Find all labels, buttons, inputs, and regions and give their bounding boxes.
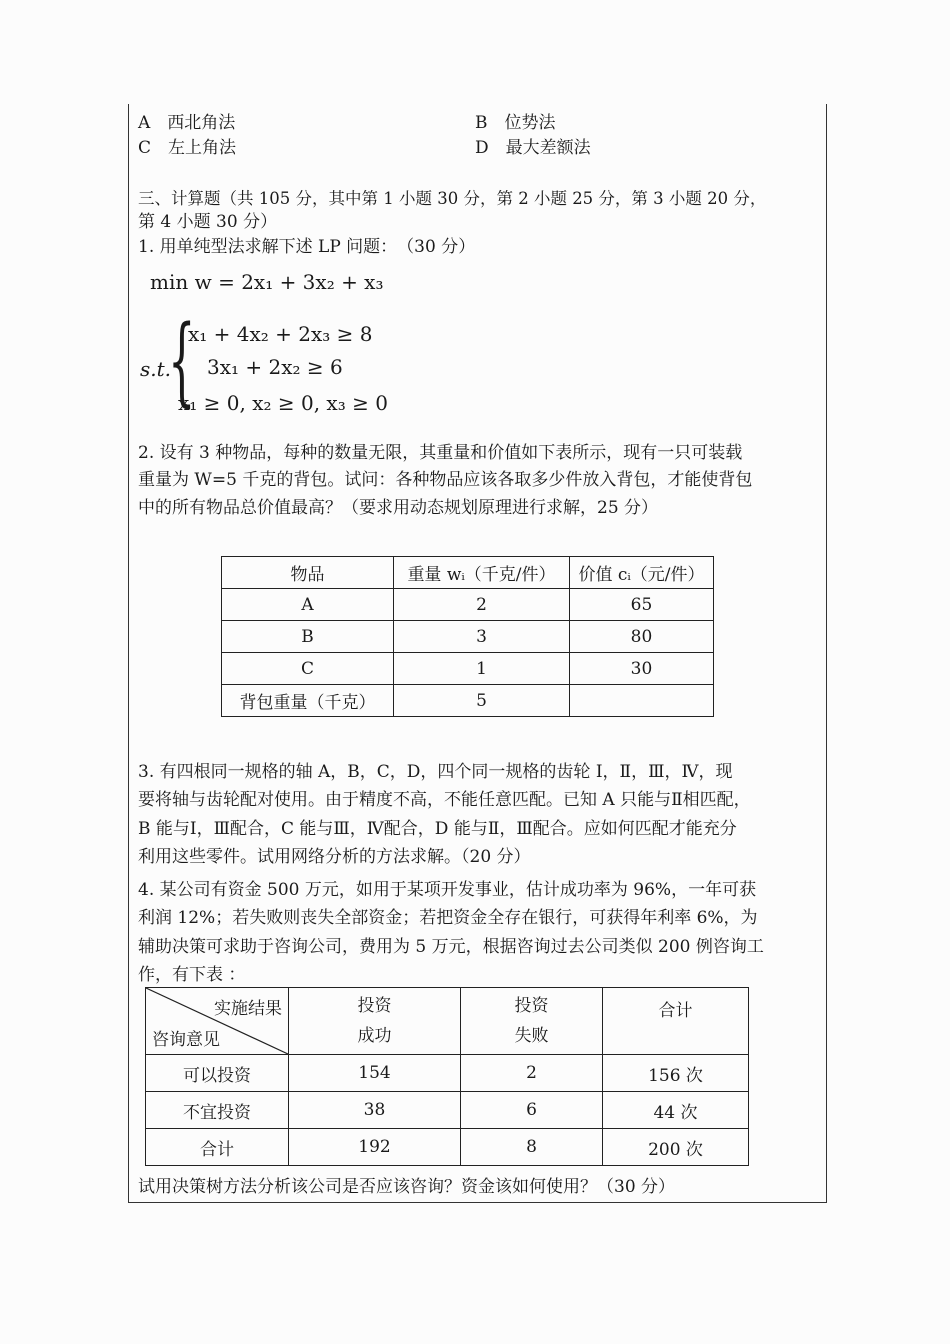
- header-fail-1: 投资: [514, 996, 549, 1016]
- cell: 5: [394, 685, 570, 717]
- cell: 80: [570, 621, 714, 653]
- cell: 8: [461, 1129, 603, 1166]
- q4-line3: 辅助决策可求助于咨询公司，费用为 5 万元，根据咨询过去公司类似 200 例咨询工: [138, 937, 764, 957]
- option-a: A 西北角法: [138, 113, 236, 133]
- knapsack-table: [221, 556, 714, 717]
- cell: B: [222, 621, 394, 653]
- cell: 不宜投资: [146, 1092, 289, 1129]
- q3-line3: B 能与Ⅰ，Ⅲ配合，C 能与Ⅲ，Ⅳ配合，D 能与Ⅱ，Ⅲ配合。应如何匹配才能充分: [138, 819, 737, 839]
- option-d: D 最大差额法: [475, 138, 591, 158]
- cell: C: [222, 653, 394, 685]
- cell: 156 次: [603, 1055, 749, 1092]
- q1-constraint-3: x₁ ≥ 0, x₂ ≥ 0, x₃ ≥ 0: [178, 391, 388, 415]
- q1-constraint-2: 3x₁ + 2x₂ ≥ 6: [207, 355, 343, 379]
- header-fail-2: 失败: [514, 1026, 549, 1046]
- cell: 背包重量（千克）: [222, 685, 394, 717]
- table-row: [146, 1129, 749, 1166]
- option-b: B 位势法: [475, 113, 556, 133]
- header-weight: 重量 wᵢ（千克/件）: [394, 557, 570, 589]
- cell: 2: [461, 1055, 603, 1092]
- table-header-row: [222, 557, 714, 589]
- diagonal-header-cell: [146, 988, 289, 1055]
- table-header-row: [146, 988, 749, 1055]
- q4-line4: 作，有下表 ：: [138, 965, 246, 985]
- consulting-table: [145, 987, 749, 1166]
- cell: 200 次: [603, 1129, 749, 1166]
- cell: 65: [570, 589, 714, 621]
- corner-bottom-label: 咨询意见: [152, 1030, 220, 1050]
- cell: 154: [289, 1055, 461, 1092]
- corner-top-label: 实施结果: [214, 999, 282, 1019]
- table-row: [222, 621, 714, 653]
- q1-objective: min w = 2x₁ + 3x₂ + x₃: [150, 270, 384, 294]
- cell: 6: [461, 1092, 603, 1129]
- q1-brace: {: [168, 305, 196, 417]
- header-success: [289, 988, 461, 1055]
- cell: 1: [394, 653, 570, 685]
- q2-line2: 重量为 W=5 千克的背包。试问：各种物品应该各取多少件放入背包，才能使背包: [138, 470, 753, 490]
- header-fail: [461, 988, 603, 1055]
- table-row: [146, 1055, 749, 1092]
- cell: 2: [394, 589, 570, 621]
- q4-line1: 4. 某公司有资金 500 万元，如用于某项开发事业，估计成功率为 96%，一年可获: [138, 880, 757, 900]
- q3-line4: 利用这些零件。试用网络分析的方法求解。（20 分）: [138, 847, 531, 867]
- q4-footer: 试用决策树方法分析该公司是否应该咨询？资金该如何使用？（30 分）: [138, 1177, 676, 1197]
- cell: 38: [289, 1092, 461, 1129]
- header-success-2: 成功: [357, 1026, 392, 1046]
- table-row: [146, 1092, 749, 1129]
- header-total: 合计: [603, 988, 749, 1055]
- q1-constraint-1: x₁ + 4x₂ + 2x₃ ≥ 8: [188, 322, 373, 346]
- section3-title-line1: 三、计算题（共 105 分，其中第 1 小题 30 分，第 2 小题 25 分，第 3 小题 20 分，: [138, 189, 767, 208]
- table-row: [222, 653, 714, 685]
- q3-line2: 要将轴与齿轮配对使用。由于精度不高，不能任意匹配。已知 A 只能与Ⅱ相匹配，: [138, 790, 751, 810]
- q2-line1: 2. 设有 3 种物品，每种的数量无限，其重量和价值如下表所示，现有一只可装载: [138, 443, 743, 463]
- q1-st-label: s.t.: [140, 357, 172, 381]
- q1-prompt: 1. 用单纯型法求解下述 LP 问题： （30 分）: [138, 237, 476, 257]
- table-row: [222, 589, 714, 621]
- q3-line1: 3. 有四根同一规格的轴 A，B，C，D，四个同一规格的齿轮 Ⅰ，Ⅱ，Ⅲ，Ⅳ，现: [138, 762, 733, 782]
- cell: 合计: [146, 1129, 289, 1166]
- cell: 30: [570, 653, 714, 685]
- cell: 44 次: [603, 1092, 749, 1129]
- option-c: C 左上角法: [138, 138, 237, 158]
- cell: 192: [289, 1129, 461, 1166]
- cell: A: [222, 589, 394, 621]
- header-success-1: 投资: [357, 996, 392, 1016]
- section3-title-line2: 第 4 小题 30 分）: [138, 212, 278, 232]
- cell: 3: [394, 621, 570, 653]
- table-row: [222, 685, 714, 717]
- header-item: 物品: [222, 557, 394, 589]
- q2-line3: 中的所有物品总价值最高？（要求用动态规划原理进行求解，25 分）: [138, 498, 659, 518]
- cell: 可以投资: [146, 1055, 289, 1092]
- q4-line2: 利润 12%；若失败则丧失全部资金；若把资金全存在银行，可获得年利率 6%，为: [138, 908, 758, 928]
- header-value: 价值 cᵢ（元/件）: [570, 557, 714, 589]
- cell: [570, 685, 714, 717]
